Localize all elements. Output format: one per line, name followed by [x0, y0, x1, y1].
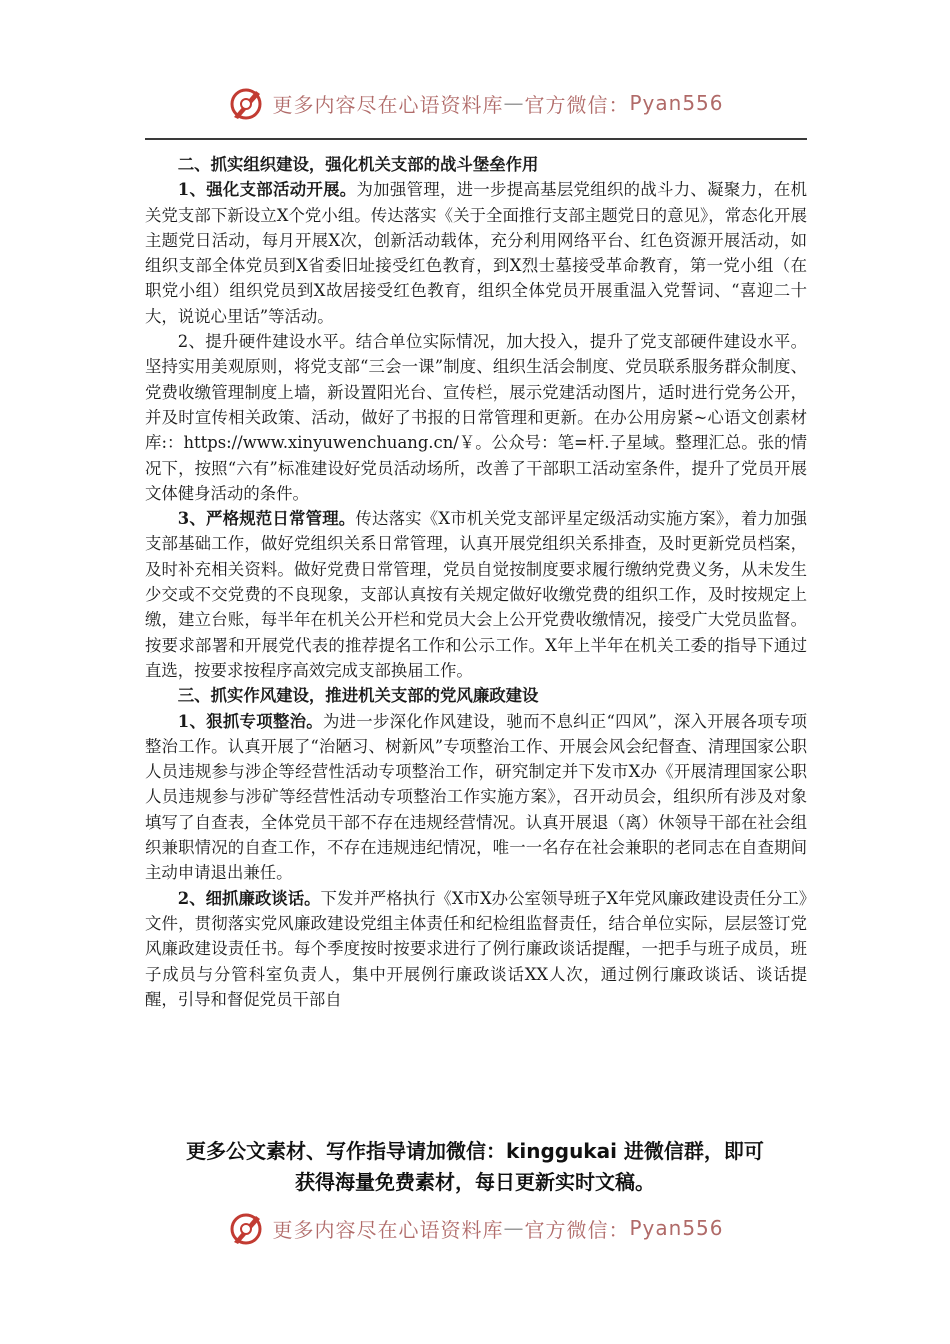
document-body	[145, 152, 807, 1012]
paragraph-text: 下发并严格执行《X市X办公室领导班子X年党风廉政建设责任分工》文件，贯彻落实党风廉政建设党组主体责任和纪检组监督责任，结合单位实际，层层签订党风廉政建设责任书。每个季度按时按要求进行了例行廉政谈话提醒，一把手与班子成员，班子成员与分管科室负责人，集中开展例行廉政谈话XX人次，通过例行廉政谈话、谈话提醒，引导和督促党员干部自	[145, 888, 807, 1009]
pen-circle-logo-icon	[226, 1208, 266, 1248]
pen-circle-logo-icon	[226, 83, 266, 123]
contact-label: 官方微信：	[524, 92, 630, 117]
contact-id: Pyan556	[629, 91, 724, 115]
contact-id: Pyan556	[629, 1216, 724, 1240]
promo-line-2: 获得海量免费素材，每日更新实时文稿。	[295, 1170, 655, 1194]
brand-separator: —	[503, 1216, 525, 1240]
paragraph-text: 为加强管理，进一步提高基层党组织的战斗力、凝聚力，在机关党支部下新设立X个党小组。传达落实《关于全面推行支部主题党日的意见》，常态化开展主题党日活动，每月开展X次，创新活动载体，充分利用网络平台、红色资源开展活动，如组织支部全体党员到X省委旧址接受红色教育，到X烈士墓接受革命教育，第一党小组（在职党小组）组织党员到X故居接受红色教育，组织全体党员开展重温入党誓词、“喜迎二十大，说说心里话”等活动。	[145, 180, 808, 326]
paragraph	[145, 709, 807, 886]
paragraph-lead: 2、提升硬件建设水平。	[177, 332, 356, 352]
paragraph-text: 结合单位实际情况，加大投入，提升了党支部硬件建设水平。坚持实用美观原则，将党支部“三会一课”制度、组织生活会制度、党员联系服务群众制度、党费收缴管理制度上墙，新设置阳光台、宣传栏，展示党建活动图片，适时进行党务公开，并及时宣传相关政策、活动，做好了书报的日常管理和更新。在办公用房紧~心语文创素材库:：https://www.xinyuwenchuang.cn/￥。公众号：笔=杆.子星域。整理汇总。张的情况下，按照“六有”标准建设好党员活动场所，改善了干部职工活动室条件，提升了党员开展文体健身活动的条件。	[145, 332, 807, 503]
paragraph-lead: 2、细抓廉政谈话。	[177, 888, 321, 908]
paragraph	[145, 177, 807, 329]
header-brand	[0, 78, 950, 128]
promo-line-1: 更多公文素材、写作指导请加微信：kinggukai 进微信群，即可	[186, 1139, 764, 1163]
promo-banner	[140, 1136, 810, 1198]
section-heading: 三、抓实作风建设，推进机关支部的党风廉政建设	[177, 686, 539, 706]
paragraph-lead: 1、强化支部活动开展。	[177, 180, 357, 200]
paragraph-lead: 3、严格规范日常管理。	[177, 509, 356, 529]
brand-text: 更多内容尽在心语资料库	[272, 1217, 504, 1242]
brand-text: 更多内容尽在心语资料库	[272, 92, 504, 117]
header-divider	[145, 138, 807, 140]
paragraph-text: 传达落实《X市机关党支部评星定级活动实施方案》，着力加强支部基础工作，做好党组织关系日常管理，认真开展党组织关系排查，及时更新党员档案，及时补充相关资料。做好党费日常管理，党员自觉按制度要求履行缴纳党费义务，从未发生少交或不交党费的不良现象，支部认真按有关规定做好收缴党费的组织工作，及时按规定上缴，建立台账，每半年在机关公开栏和党员大会上公开党费收缴情况，接受广大党员监督。按要求部署和开展党代表的推荐提名工作和公示工作。X年上半年在机关工委的指导下通过直选，按要求按程序高效完成支部换届工作。	[145, 509, 808, 680]
paragraph-text: 为进一步深化作风建设，驰而不息纠正“四风”，深入开展各项专项整治工作。认真开展了“治陋习、树新风”专项整治工作、开展会风会纪督查、清理国家公职人员违规参与涉企等经营性活动专项整治工作，研究制定并下发市X办《开展清理国家公职人员违规参与涉矿等经营性活动专项整治工作实施方案》，召开动员会，组织所有涉及对象填写了自查表，全体党员干部不存在违规经营情况。认真开展退（离）休领导干部在社会组织兼职情况的自查工作，不存在违规违纪情况，唯一一名存在社会兼职的老同志在自查期间主动申请退出兼任。	[145, 711, 808, 883]
contact-label: 官方微信：	[524, 1217, 630, 1242]
footer-brand	[0, 1203, 950, 1253]
paragraph	[145, 886, 807, 1012]
paragraph-lead: 1、狠抓专项整治。	[177, 711, 323, 731]
section-heading: 二、抓实组织建设，强化机关支部的战斗堡垒作用	[177, 155, 539, 174]
brand-separator: —	[503, 91, 525, 115]
paragraph	[145, 329, 807, 506]
paragraph	[145, 506, 807, 683]
